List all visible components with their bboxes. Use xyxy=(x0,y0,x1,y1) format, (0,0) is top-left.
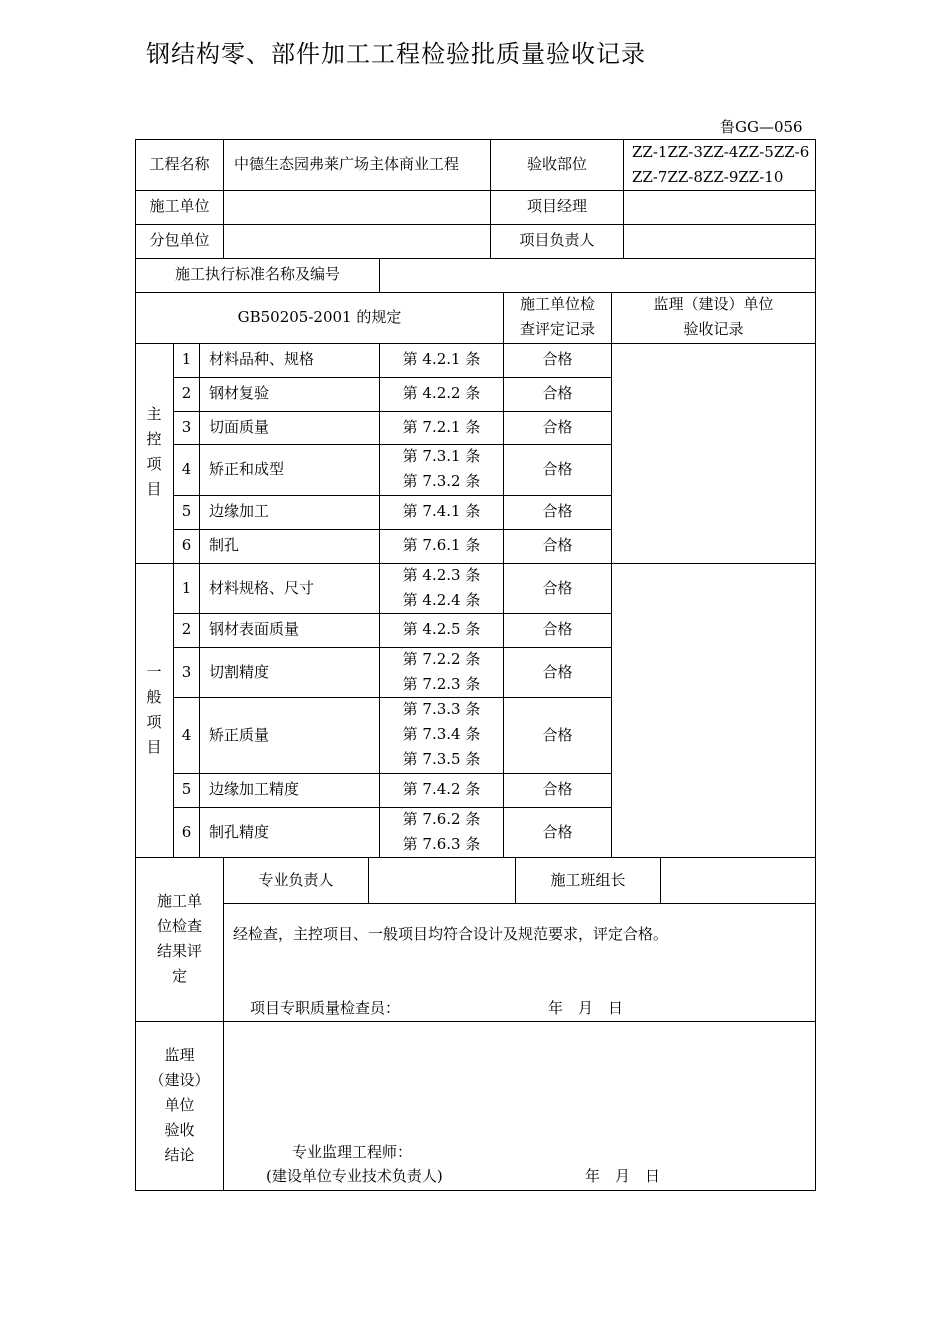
label-line: 定 xyxy=(171,967,187,985)
item-number: 2 xyxy=(181,384,192,402)
item-name: 切面质量 xyxy=(209,418,270,436)
item-result: 合格 xyxy=(542,579,573,597)
item-clause: 第 7.6.3 条 xyxy=(402,835,481,853)
group-char: 般 xyxy=(146,688,162,706)
group-char: 一 xyxy=(146,663,162,681)
item-clauses xyxy=(380,697,503,772)
item-name: 材料规格、尺寸 xyxy=(209,579,315,597)
item-clause: 第 7.4.2 条 xyxy=(402,780,481,798)
item-clause: 第 4.2.2 条 xyxy=(402,384,481,402)
header-line: 监理（建设）单位 xyxy=(653,295,774,313)
item-result: 合格 xyxy=(542,726,573,744)
item-number: 5 xyxy=(181,502,192,520)
group-char: 项 xyxy=(146,713,162,731)
item-clause: 第 7.3.3 条 xyxy=(402,700,481,718)
item-clause: 第 7.4.1 条 xyxy=(402,502,481,520)
col-divider xyxy=(379,258,380,292)
row-divider xyxy=(135,857,816,858)
professional-leader-label: 专业负责人 xyxy=(258,871,334,889)
row-divider xyxy=(135,190,816,191)
item-number: 1 xyxy=(181,579,192,597)
item-result: 合格 xyxy=(542,536,573,554)
item-clause: 第 7.6.1 条 xyxy=(402,536,481,554)
table-border-bottom xyxy=(135,1190,816,1191)
general-group-label xyxy=(136,660,172,760)
header-line: 查评定记录 xyxy=(519,320,595,338)
item-name: 钢材表面质量 xyxy=(209,620,300,638)
item-number: 4 xyxy=(181,460,192,478)
row-divider xyxy=(173,773,612,774)
acceptance-part-line: ZZ-1ZZ-3ZZ-4ZZ-5ZZ-6 xyxy=(632,143,810,161)
item-name: 钢材复验 xyxy=(209,384,270,402)
header-line: 验收记录 xyxy=(683,320,744,338)
acceptance-part-value xyxy=(632,140,814,190)
item-clause: 第 7.2.1 条 xyxy=(402,418,481,436)
row-divider xyxy=(173,377,612,378)
item-name: 边缘加工 xyxy=(209,502,270,520)
item-name: 矫正质量 xyxy=(209,726,270,744)
label-line: 位检查 xyxy=(156,917,202,935)
item-clause: 第 7.6.2 条 xyxy=(402,810,481,828)
label-line: 验收 xyxy=(164,1121,195,1139)
item-name: 制孔精度 xyxy=(209,823,270,841)
subcontract-unit-label: 分包单位 xyxy=(149,231,210,249)
item-name: 切割精度 xyxy=(209,663,270,681)
item-number: 5 xyxy=(181,780,192,798)
owner-technical-leader-label: (建设单位专业技术负责人) xyxy=(266,1167,443,1185)
item-clauses xyxy=(380,444,503,494)
col-divider xyxy=(623,139,624,258)
item-result: 合格 xyxy=(542,823,573,841)
item-clause: 第 4.2.3 条 xyxy=(402,566,481,584)
row-divider xyxy=(135,1021,816,1022)
item-name: 矫正和成型 xyxy=(209,460,285,478)
col-divider xyxy=(368,857,369,903)
row-divider xyxy=(135,258,816,259)
col-divider xyxy=(611,343,612,857)
main-control-group-label xyxy=(136,402,172,502)
item-clause: 第 7.2.2 条 xyxy=(402,650,481,668)
spec-column-header: GB50205-2001 的规定 xyxy=(237,308,402,326)
item-name: 边缘加工精度 xyxy=(209,780,300,798)
item-clause: 第 7.3.5 条 xyxy=(402,750,481,768)
item-number: 4 xyxy=(181,726,192,744)
item-result: 合格 xyxy=(542,780,573,798)
label-line: 单位 xyxy=(164,1096,195,1114)
header-line: 施工单位检 xyxy=(519,295,595,313)
item-result: 合格 xyxy=(542,384,573,402)
project-leader-label: 项目负责人 xyxy=(519,231,595,249)
item-clauses xyxy=(380,807,503,857)
item-number: 6 xyxy=(181,536,192,554)
construction-date: 年 月 日 xyxy=(548,999,624,1017)
row-divider xyxy=(173,613,612,614)
row-divider xyxy=(173,529,612,530)
item-clause: 第 7.3.4 条 xyxy=(402,725,481,743)
col-divider xyxy=(660,857,661,903)
item-number: 3 xyxy=(181,418,192,436)
item-clause: 第 4.2.4 条 xyxy=(402,591,481,609)
item-result: 合格 xyxy=(542,663,573,681)
form-code: 鲁GG—056 xyxy=(720,118,803,136)
label-line: 监理 xyxy=(164,1046,195,1064)
item-result: 合格 xyxy=(542,620,573,638)
item-result: 合格 xyxy=(542,460,573,478)
construction-check-header xyxy=(504,292,611,342)
label-line: 结果评 xyxy=(156,942,202,960)
group-char: 目 xyxy=(146,738,162,756)
item-clause: 第 7.3.2 条 xyxy=(402,472,481,490)
col-divider xyxy=(223,857,224,1191)
document-title: 钢结构零、部件加工工程检验批质量验收记录 xyxy=(146,40,646,68)
construction-conclusion: 经检查，主控项目、一般项目均符合设计及规范要求，评定合格。 xyxy=(233,925,669,943)
item-clauses xyxy=(380,563,503,613)
item-clause: 第 7.3.1 条 xyxy=(402,447,481,465)
supervision-date: 年 月 日 xyxy=(585,1167,661,1185)
label-line: 施工单 xyxy=(156,892,202,910)
item-number: 3 xyxy=(181,663,192,681)
item-name: 材料品种、规格 xyxy=(209,350,315,368)
quality-inspector-label: 项目专职质量检查员： xyxy=(250,999,401,1017)
table-border-right xyxy=(815,139,816,1191)
item-name: 制孔 xyxy=(209,536,240,554)
item-clause: 第 7.2.3 条 xyxy=(402,675,481,693)
col-divider xyxy=(199,343,200,857)
item-result: 合格 xyxy=(542,350,573,368)
acceptance-part-line: ZZ-7ZZ-8ZZ-9ZZ-10 xyxy=(632,168,784,186)
acceptance-part-label: 验收部位 xyxy=(526,155,587,173)
item-clause: 第 4.2.5 条 xyxy=(402,620,481,638)
construction-result-label xyxy=(136,889,223,989)
project-name-label: 工程名称 xyxy=(149,155,210,173)
project-manager-label: 项目经理 xyxy=(526,197,587,215)
supervision-header xyxy=(612,292,815,342)
standard-label: 施工执行标准名称及编号 xyxy=(174,265,340,283)
item-result: 合格 xyxy=(542,502,573,520)
group-char: 项 xyxy=(146,455,162,473)
row-divider xyxy=(135,343,816,344)
item-clause: 第 4.2.1 条 xyxy=(402,350,481,368)
team-leader-label: 施工班组长 xyxy=(550,871,626,889)
supervision-engineer-label: 专业监理工程师： xyxy=(292,1143,413,1161)
supervision-result-label xyxy=(136,1043,223,1168)
item-number: 2 xyxy=(181,620,192,638)
project-name-value: 中德生态园弗莱广场主体商业工程 xyxy=(234,155,460,173)
col-divider xyxy=(223,139,224,258)
row-divider xyxy=(173,495,612,496)
row-divider xyxy=(223,903,816,904)
group-char: 主 xyxy=(146,405,162,423)
item-number: 6 xyxy=(181,823,192,841)
label-line: 结论 xyxy=(164,1146,195,1164)
row-divider xyxy=(173,411,612,412)
row-divider xyxy=(135,224,816,225)
item-clauses xyxy=(380,647,503,697)
group-char: 控 xyxy=(146,430,162,448)
label-line: （建设） xyxy=(149,1071,210,1089)
group-char: 目 xyxy=(146,480,162,498)
construction-unit-label: 施工单位 xyxy=(149,197,210,215)
item-result: 合格 xyxy=(542,418,573,436)
item-number: 1 xyxy=(181,350,192,368)
